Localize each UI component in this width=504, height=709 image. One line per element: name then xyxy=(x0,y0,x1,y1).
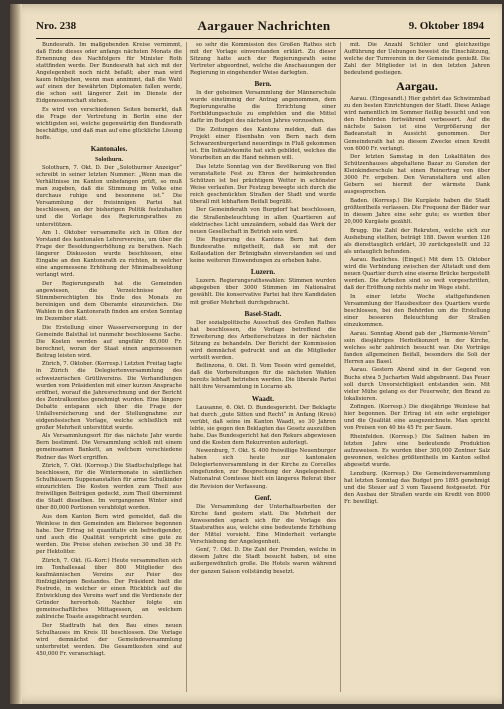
column-divider xyxy=(340,42,341,692)
article-paragraph: Brugg. Die Zahl der Rekruten, welche sich zur Aushebung stellten, beträgt 188. Davon wurden 126 als diensttauglich erklärt, 30 zurückgestellt und 32 als untauglich befunden. xyxy=(344,227,490,255)
article-paragraph: Bundesrath. Im maßgebenden Kreise vernimmt, daß Ende dieses oder anfangs nächsten Monats die Ernennung des Nachfolgers für Minister Roth stattfinden werde. Der Bundesrath hat sich mit der Angelegenheit noch nicht befaßt; aber man wird kaum fehlgehen, wenn man annimmt, daß die Wahl auf einen der bewährten Diplomaten fallen werde, die schon seit längerer Zeit im Dienste der Eidgenossenschaft stehen. xyxy=(36,42,182,105)
section-heading: Basel-Stadt. xyxy=(244,309,282,318)
newspaper-page xyxy=(10,4,502,704)
article-paragraph: Zürich, 7. Okt. (Korresp.) Die Stadtschulpflege hat beschlossen, für die Wintermonate in sämtlichen Schulhäusern Suppenanstalten für arme Schulkinder einzurichten. Die Kosten werden zum Theil aus freiwilligen Beiträgen gedeckt, zum Theil übernimmt die Stadt dieselben. Im vergangenen Winter sind über 80,000 Portionen verabfolgt worden. xyxy=(36,463,182,512)
column-2 xyxy=(190,42,336,694)
article-paragraph: Am 1. Oktober versammelte sich in Olten der Vorstand des kantonalen Lehrervereins, um über die Frage der Besoldungserhöhung zu berathen. Nach längerer Diskussion wurde beschlossen, eine Eingabe an den Kantonsrath zu richten, in welcher eine angemessene Erhöhung der Minimalbesoldung verlangt wird. xyxy=(36,230,182,279)
article-paragraph: Newenburg, 7. Okt. S. 400 freiwillige Neuenburger haben sich heute zur kantonalen Delegiertenversammlung in der Kirche zu Corcelles eingefunden, zur Besprechung der Angelegenheit. Nationalrat Comtesse hielt ein längeres Referat über die Revision der Verfassung. xyxy=(190,448,336,490)
article-paragraph: Der sozialpolitische Ausschuß des Großen Rathes hat beschlossen, die Vorlage betreffend die Erweiterung des Arbeiterschutzes in der nächsten Sitzung zu behandeln. Der Bericht der Kommission wird demnächst gedruckt und an die Mitglieder verteilt werden. xyxy=(190,319,336,361)
article-paragraph: Rheinfelden. (Korresp.) Die Salinen haben im letzten Jahre eine bedeutende Produktion aufzuweisen. Es wurden über 300,000 Zentner Salz gewonnen, welches größtentheils im Kanton selbst abgesetzt wurde. xyxy=(344,433,490,469)
article-paragraph: Der Regierungsrath hat die Gemeinden angewiesen, die Verzeichnisse der Stimmberechtigten bis Ende des Monats zu bereinigen und dem Oberamte einzureichen. Die Wahlen in den Kantonsrath finden am ersten Sonntag im Dezember statt. xyxy=(36,280,182,323)
article-paragraph: Das letzte Sonntag von der Bevölkerung von Biel veranstaltete Fest zu Ehren der heimkehrenden Schützen ist bei prächtigem Wetter in schönster Weise verlaufen. Der Festzug bewegte sich durch die reich geschmückten Straßen der Stadt und wurde überall mit lebhaftem Beifall begrüßt. xyxy=(190,163,336,205)
article-paragraph: Aus dem Kanton Bern wird gemeldet, daß die Weinlese in den Gemeinden am Bielersee begonnen habe. Der Ertrag ist quantitativ ein befriedigender, und auch die Qualität verspricht eine gute zu werden. Die Preise stehen zwischen 30 und 38 Fr. per Hektoliter. xyxy=(36,513,182,556)
article-paragraph: Baden. (Korresp.) Die Kurgäste haben die Stadt größtentheils verlassen. Die Frequenz der Bäder war in diesem Jahre eine sehr gute; es wurden über 20,000 Kurgäste gezählt. xyxy=(344,197,490,226)
article-paragraph: Die Erstellung einer Wasserversorgung in der Gemeinde Balsthal ist nunmehr beschlossene Sache. Die Kosten werden auf ungefähr 85,000 Fr. berechnet, woran der Staat einen angemessenen Beitrag leisten wird. xyxy=(36,324,182,359)
page-binding-shadow xyxy=(10,4,22,704)
section-heading-large: Aargau. xyxy=(396,79,438,94)
article-paragraph: Die Zeitungen des Kantons melden, daß das Projekt einer Eisenbahn von Bern nach dem Schwarzenburgerland neuerdings in Fluß gekommen ist. Ein Initiativkomite hat sich gebildet, welches die Vorarbeiten an die Hand nehmen will. xyxy=(190,126,336,162)
section-heading: Genf. xyxy=(254,493,272,502)
article-paragraph: so sehr die Kommission des Großen Rathes sich mit der Vorlage einverstanden erklärt. Zu dieser Sitzung hatte auch der Regierungsrath seine Vertreter abgeordnet, welche die Anschauungen der Regierung in eingehender Weise darlegten. xyxy=(190,42,336,77)
issue-date: 9. Oktober 1894 xyxy=(408,20,484,32)
column-divider xyxy=(186,42,187,692)
article-paragraph: Der Gemeinderath von Burgdorf hat beschlossen, die Straßenbeleuchtung in allen Quartieren auf elektrisches Licht umzuändern, sobald das Werk der neuen Gesellschaft in Betrieb sein wird. xyxy=(190,207,336,235)
article-paragraph: Zofingen. (Korresp.) Die diesjährige Weinlese hat hier begonnen. Der Ertrag ist ein sehr ergiebiger und die Qualität eine ausgezeichnete. Man spricht von Preisen von 40 bis 45 Fr. per Saum. xyxy=(344,404,490,432)
masthead-rule xyxy=(36,38,490,39)
issue-number: Nro. 238 xyxy=(36,20,77,32)
article-paragraph: Der letzten Samstag in den Lokalitäten des Schützenhauses abgehaltene Bazar zu Gunsten der Kleinkinderschule hat einen Reinertrag von über 3000 Fr. ergeben. Den Veranstaltern und allen Gebern sei hiermit der wärmste Dank ausgesprochen. xyxy=(344,154,490,196)
article-paragraph: Aarau. Gestern Abend sind in der Gegend von Buchs etwa 5 Jucharten Wald abgebrannt. Das Feuer soll durch Unvorsichtigkeit entstanden sein. Mit vieler Mühe gelang es der Feuerwehr, den Brand zu lokalisieren. xyxy=(344,367,490,402)
article-paragraph: In der geheimen Versammlung der Männerschule wurde einstimmig der Antrag angenommen, dem Regierungsrathe die Errichtung einer Fortbildungsschule zu empfehlen und die Mittel dafür im Budget des nächsten Jahres vorzusehen. xyxy=(190,90,336,125)
article-paragraph: Die Versammlung der Unterhaltsarbeiten der Kirche fand gestern statt. Die Mehrheit der Anwesenden sprach sich für die Vorlage des Staatsrathes aus, welche eine bedeutende Erhöhung der Mittel vorsieht. Eine Minderheit verlangte Verschiebung der Angelegenheit. xyxy=(190,503,336,545)
masthead xyxy=(36,18,492,36)
column-3 xyxy=(344,42,490,694)
article-paragraph: Genf, 7. Okt. D. Die Zahl der Fremden, welche in diesem Jahre die Stadt besucht haben, ist eine außergewöhnlich große. Die Hotels waren während der ganzen Saison vollständig besetzt. xyxy=(190,547,336,575)
section-heading: Kantonales. xyxy=(90,145,128,154)
article-paragraph: Bellinzona, 6. Okt. D. Vom Tessin wird gemeldet, daß die Vorbereitungen für die nächsten Wahlen bereits lebhaft betrieben werden. Die liberale Partei hält ihre Versammlung in Locarno ab. xyxy=(190,363,336,391)
article-paragraph: Solothurn, 7. Okt. D. Der „Solothurner Anzeiger“ schreibt in seiner letzten Nummer: „Wenn man die Verhältnisse im Kanton unbefangen prüft, so muß man zugeben, daß die Stimmung im Volke eine durchaus ruhige und besonnene ist.“ Die Versammlung der freisinnigen Partei hat beschlossen, an der bisherigen Politik festzuhalten und die Vorlage des Regierungsrathes zu unterstützen. xyxy=(36,165,182,228)
article-paragraph: Luzern. Regierungsrathswahlen: Stimmen wurden abgegeben über 3000 Stimmen im Nationalrat gewählt. Die konservative Partei hat ihre Kandidaten mit großer Mehrheit durchgebracht. xyxy=(190,278,336,306)
newspaper-title: Aargauer Nachrichten xyxy=(197,18,331,33)
article-paragraph: Zürich, 7. Okt. (G.-Korr.) Heute versammelten sich im Tonhallesaal über 800 Mitglieder des kaufmännischen Vereins zur Feier des fünfzigjährigen Bestandes. Der Präsident hielt die Festrede, in welcher er einen Rückblick auf die Entwicklung des Vereins warf und die Verdienste der Gründer hervorhob. Nachher folgte ein gemeinschaftliches Mittagessen, an welchem zahlreiche Toaste ausgebracht wurden. xyxy=(36,557,182,621)
article-paragraph: Lausanne, 6. Okt. D. Bundesgericht. Der Beklagte hat durch „gute Sitten und Recht“ in Anfang (Kreis) verübt, daß seine im Kanton Waadt, so 30 Jahren lebte, sie gegen den Beklagten das Gesetz auszuüben habe. Das Bundesgericht hat den Rekurs abgewiesen und die Kosten dem Rekurrenten auferlegt. xyxy=(190,404,336,446)
section-heading: Bern. xyxy=(254,80,272,89)
column-1 xyxy=(36,42,182,694)
article-paragraph: Zürich, 7. Oktober. (Korresp.) Letzten Freitag tagte in Zürich die Delegiertenversammlung des schweizerischen Grütlivereins. Die Verhandlungen wurden vom Präsidenten mit einer kurzen Ansprache eröffnet, worauf die Jahresrechnung und der Bericht des Zentralkomites genehmigt wurden. Eine längere Debatte entspann sich über die Frage der Unfallversicherung und der Stellungnahme zur eidgenössischen Vorlage, welche schließlich mit großer Mehrheit unterstützt wurde. xyxy=(36,361,182,431)
article-paragraph: Aarau. (Eingesandt.) Hier gehört das Schwimmbad zu den besten Einrichtungen der Stadt. Diese Anlage wird namentlich im Sommer fleißig besucht und von den Behörden fortwährend verbessert. Auf die nächste Saison ist eine Vergrößerung der Badeanstalt in Aussicht genommen. Der Gemeinderath hat zu diesem Zwecke einen Kredit von 6000 Fr. verlangt. xyxy=(344,96,490,152)
section-subheading: Solothurn. xyxy=(94,156,124,164)
article-paragraph: Der Stadtrath hat den Bau eines neuen Schulhauses im Kreis III beschlossen. Die Vorlage wird demnächst der Gemeindeversammlung unterbreitet werden. Die Gesamtkosten sind auf 450,000 Fr. veranschlagt. xyxy=(36,622,182,657)
article-paragraph: Als Versammlungsort für das nächste Jahr wurde Bern bestimmt. Die Versammlung schloß mit einem gemeinsamen Bankett, an welchem verschiedene Redner das Wort ergriffen. xyxy=(36,433,182,461)
article-paragraph: mit. Die Anzahl Schüler und gleichzeitige Aufführung der Uebungen beweist die Einschätzung, welche der Turnverein in der Gemeinde genießt. Die Zahl der Mitglieder ist in den letzten Jahren bedeutend gestiegen. xyxy=(344,42,490,77)
article-paragraph: Aarau. Bauliches. (Eingef.) Mit dem 15. Oktober wird die Verbindung zwischen der Altstadt und dem neuen Quartier durch eine eiserne Brücke hergestellt werden. Die Arbeiten sind so weit vorgeschritten, daß der Eröffnung nichts mehr im Wege steht. xyxy=(344,257,490,292)
article-paragraph: Es wird von verschiedenen Seiten bemerkt, daß die Frage der Vertretung in Berlin eine der wichtigsten sei, welche gegenwärtig den Bundesrath beschäftige, und daß man auf eine glückliche Lösung hoffe. xyxy=(36,106,182,142)
section-heading: Waadt. xyxy=(251,394,275,403)
section-heading: Luzern. xyxy=(250,268,276,277)
article-paragraph: Die Regierung des Kantons Bern hat dem Bundesrathe mitgetheilt, daß sie mit der Kollaudation der Brünigbahn einverstanden sei und keine weiteren Einwendungen zu erheben habe. xyxy=(190,237,336,265)
article-paragraph: Lenzburg. (Korresp.) Die Gemeindeversammlung hat letzten Sonntag das Budget pro 1895 genehmigt und die Steuer auf 3 vom Tausend festgesetzt. Für den Ausbau der Straßen wurde ein Kredit von 8000 Fr. bewilligt. xyxy=(344,470,490,505)
article-paragraph: Aarau. Sonntag Abend gab der „Harmonie-Verein“ sein diesjähriges Herbstkonzert in der Kirche, welches sehr zahlreich besucht war. Die Vorträge fanden allgemeinen Beifall, besonders die Soli der Herren aus Basel. xyxy=(344,330,490,365)
article-paragraph: In einer letzte Woche stattgefundenen Versammlung der Hausbesitzer des Quartiers wurde beschlossen, bei den Behörden um die Erstellung einer besseren Beleuchtung der Straßen einzukommen. xyxy=(344,294,490,329)
